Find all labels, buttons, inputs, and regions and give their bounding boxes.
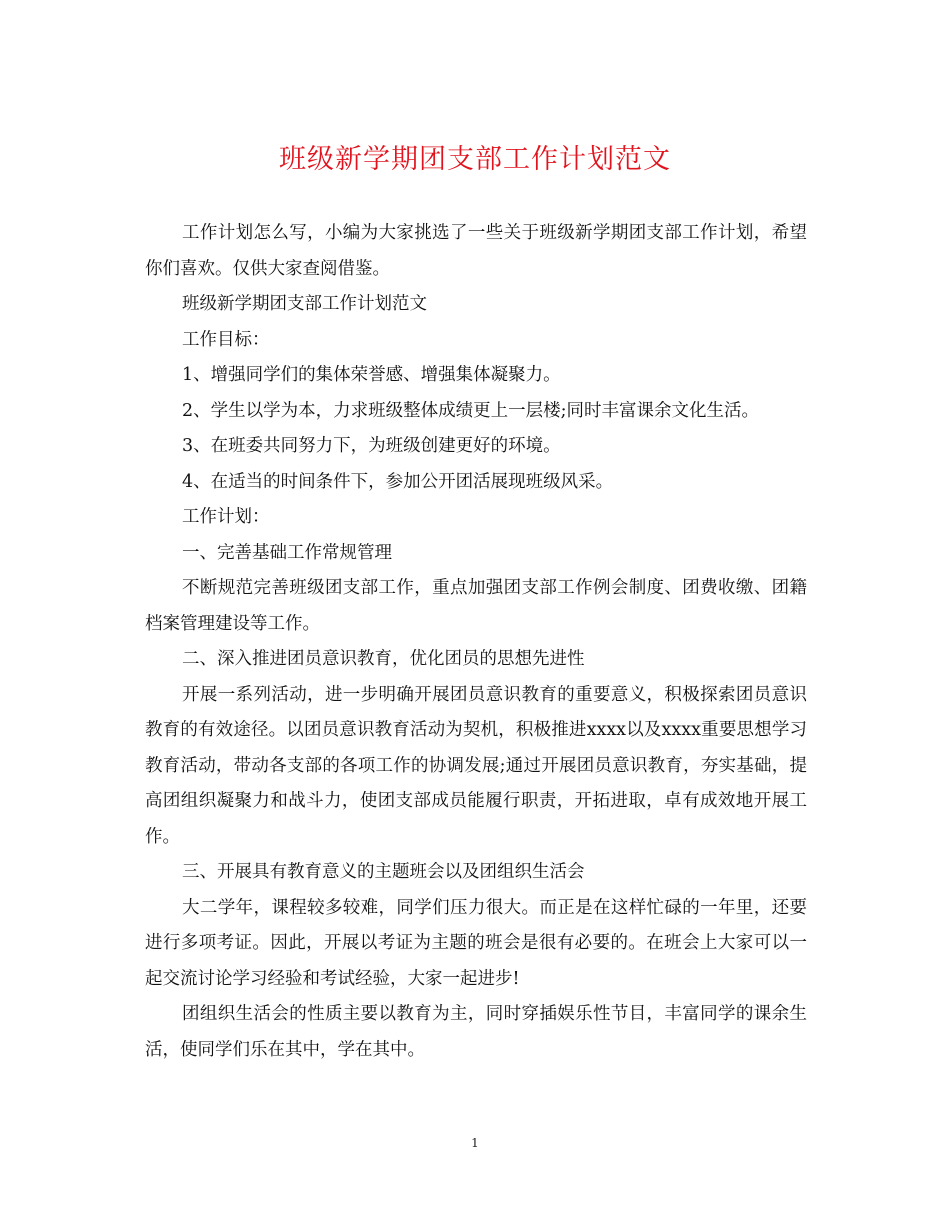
paragraph: 不断规范完善班级团支部工作，重点加强团支部工作例会制度、团费收缴、团籍档案管理建设等工作。 bbox=[145, 578, 807, 634]
paragraph: 班级新学期团支部工作计划范文 bbox=[182, 294, 427, 314]
document-title: 班级新学期团支部工作计划范文 bbox=[279, 144, 671, 175]
paragraph: 3、在班委共同努力下，为班级创建更好的环境。 bbox=[182, 436, 561, 456]
paragraph: 团组织生活会的性质主要以教育为主，同时穿插娱乐性节目，丰富同学的课余生活，使同学们乐在其中，学在其中。 bbox=[145, 1004, 807, 1060]
page-number: 1 bbox=[471, 1136, 479, 1150]
paragraph: 工作计划： bbox=[182, 507, 270, 527]
paragraph: 开展一系列活动，进一步明确开展团员意识教育的重要意义，积极探索团员意识教育的有效途径。以团员意识教育活动为契机，积极推进xxxx以及xxxx重要思想学习教育活动，带动各支部的各项工作的协调发展;通过开展团员意识教育，夯实基础，提高团组织凝聚力和战斗力，使团支部成员能履行职责，开拓进取，卓有成效地开展工作。 bbox=[145, 684, 807, 847]
paragraph: 2、学生以学为本，力求班级整体成绩更上一层楼;同时丰富课余文化生活。 bbox=[182, 400, 760, 421]
paragraph: 三、开展具有教育意义的主题班会以及团组织生活会 bbox=[182, 862, 585, 882]
paragraph: 4、在适当的时间条件下，参加公开团活展现班级风采。 bbox=[182, 471, 614, 492]
paragraph: 1、增强同学们的集体荣誉感、增强集体凝聚力。 bbox=[182, 365, 561, 385]
document-body bbox=[145, 216, 807, 1068]
paragraph: 工作计划怎么写，小编为大家挑选了一些关于班级新学期团支部工作计划，希望你们喜欢。仅供大家查阅借鉴。 bbox=[145, 223, 807, 279]
paragraph: 二、深入推进团员意识教育，优化团员的思想先进性 bbox=[182, 649, 585, 669]
paragraph: 大二学年，课程较多较难，同学们压力很大。而正是在这样忙碌的一年里，还要进行多项考证。因此，开展以考证为主题的班会是很有必要的。在班会上大家可以一起交流讨论学习经验和考试经验，大家一起进步! bbox=[145, 897, 807, 989]
paragraph: 一、完善基础工作常规管理 bbox=[182, 542, 392, 563]
paragraph: 工作目标： bbox=[182, 329, 270, 350]
